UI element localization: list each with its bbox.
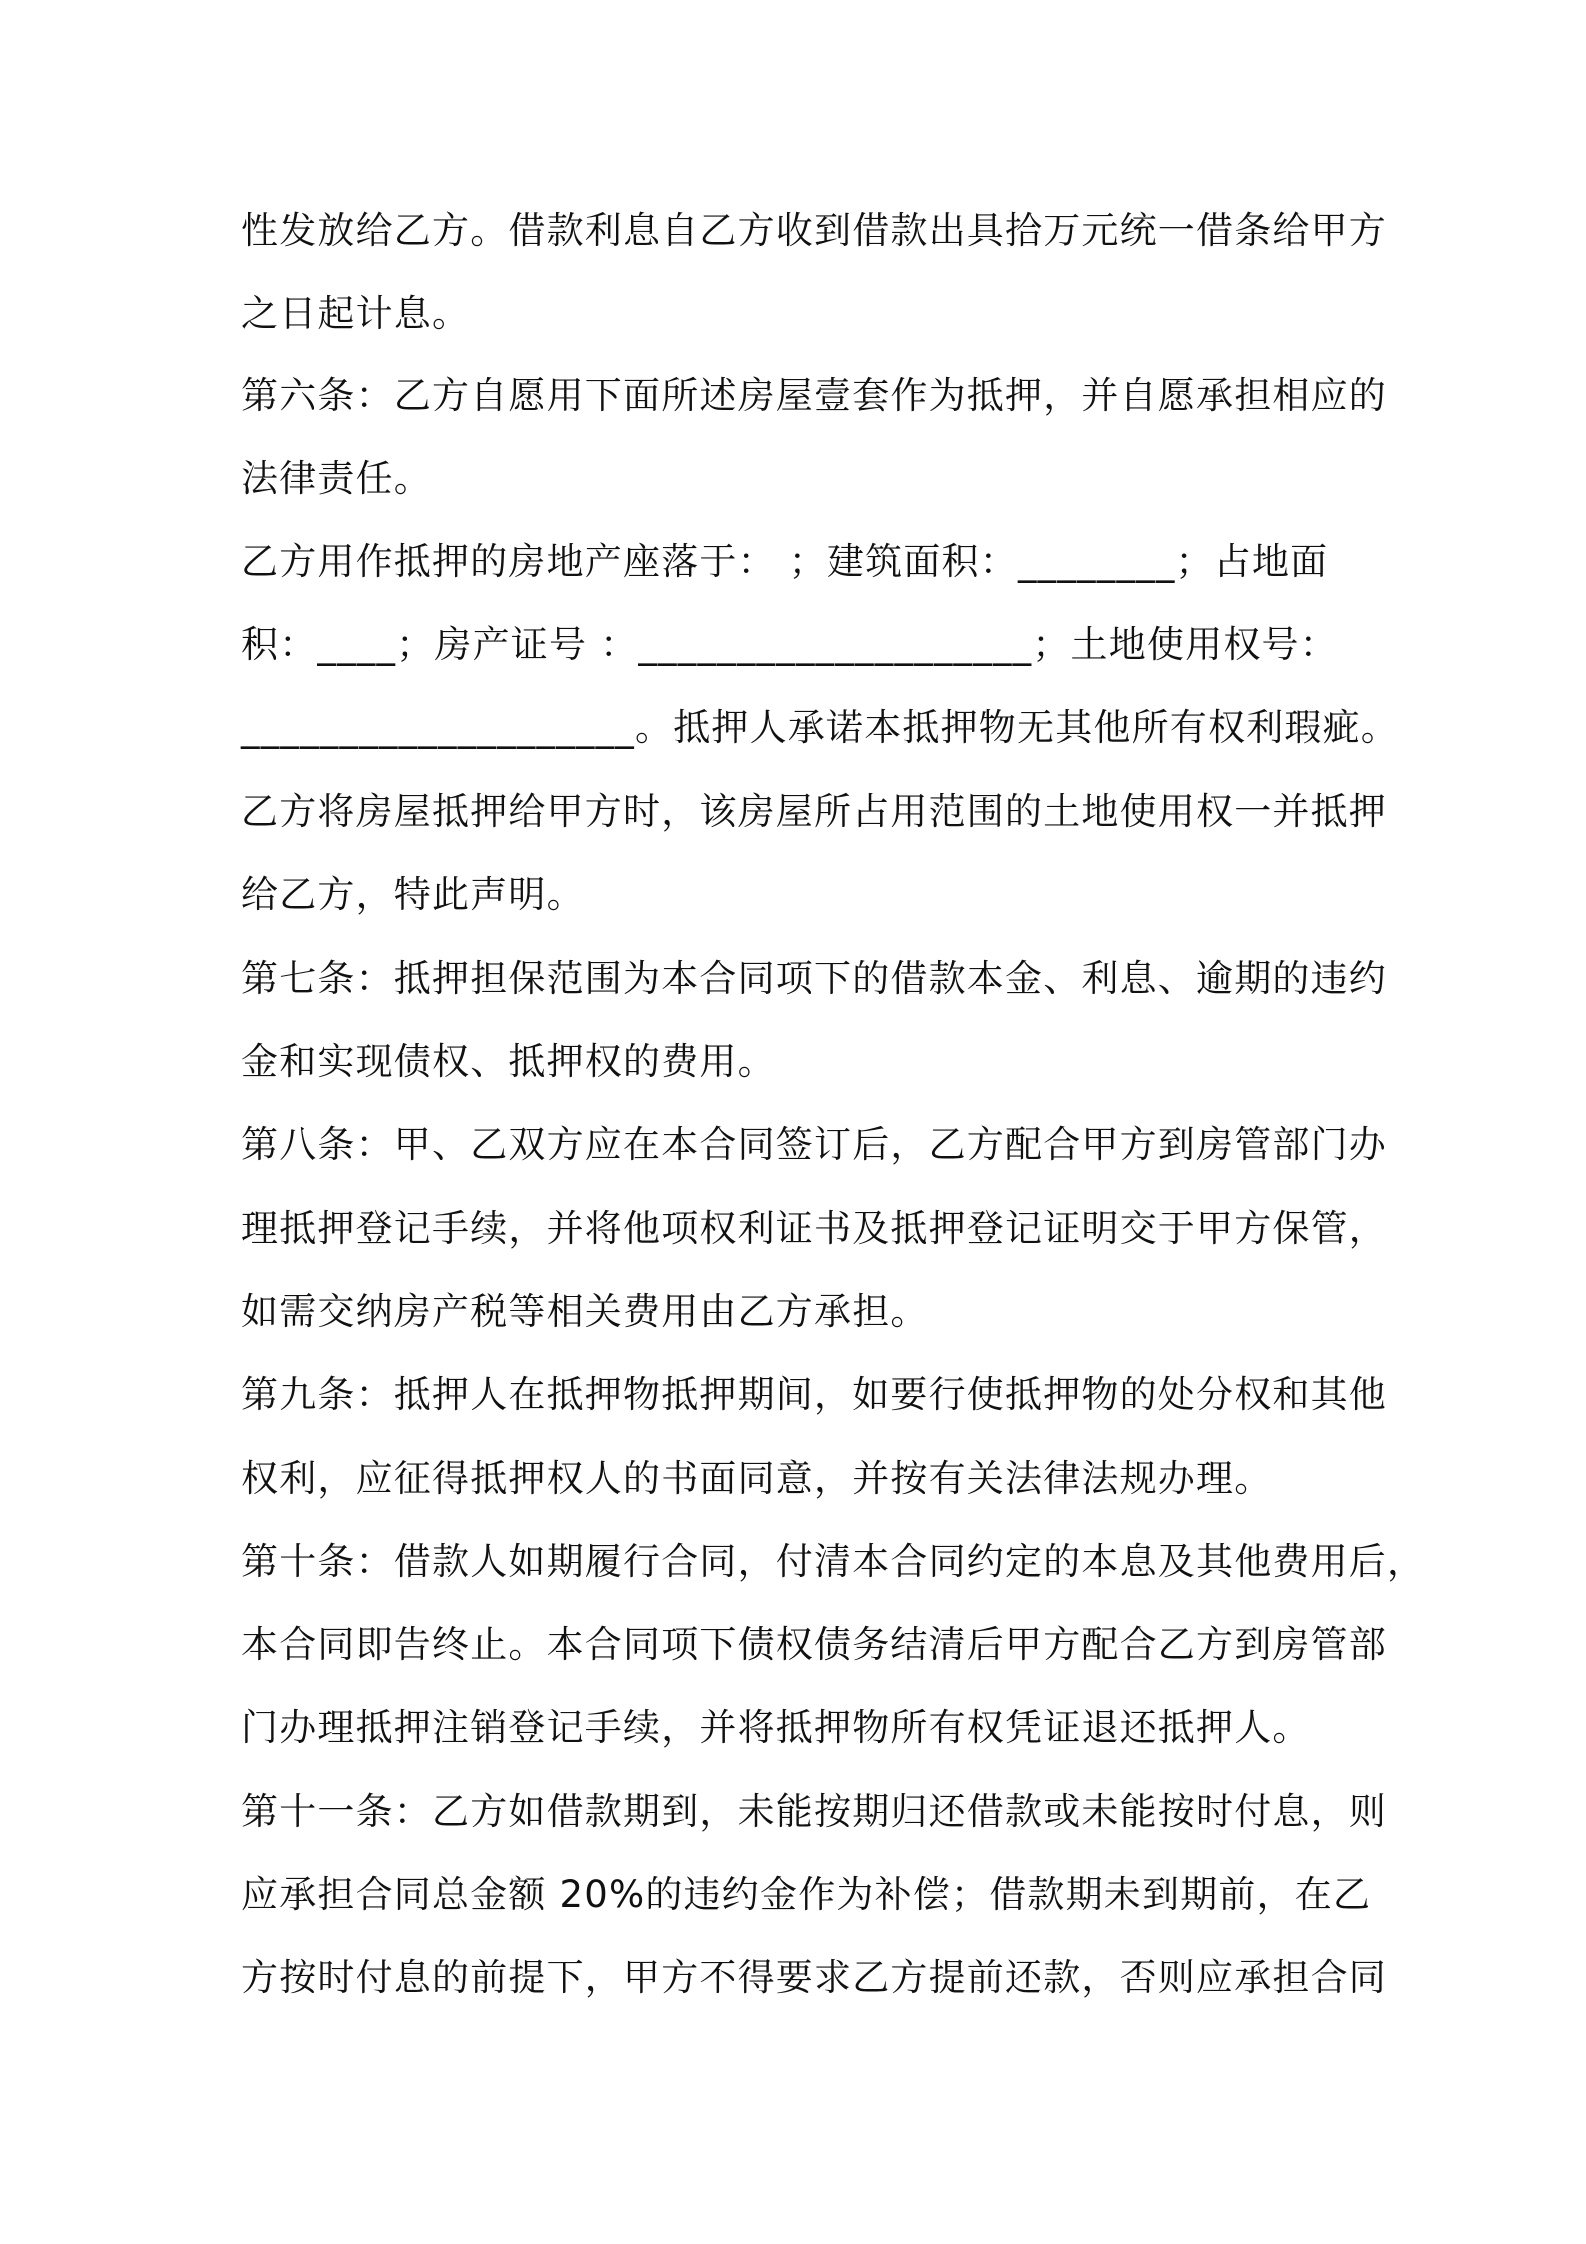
text-line: 权利，应征得抵押权人的书面同意，并按有关法律法规办理。 <box>241 1457 1273 1500</box>
text-line: 法律责任。 <box>241 457 432 500</box>
text-line: 第九条：抵押人在抵押物抵押期间，如要行使抵押物的处分权和其他 <box>241 1373 1387 1416</box>
text-line: ____________________。抵押人承诺本抵押物无其他所有权利瑕疵。 <box>241 706 1399 749</box>
text-line: 积：____；房产证号 ：____________________；土地使用权号： <box>241 623 1338 666</box>
text-line: 之日起计息。 <box>241 292 471 335</box>
text-line: 性发放给乙方。借款利息自乙方收到借款出具拾万元统一借条给甲方 <box>241 209 1387 252</box>
text-line: 乙方用作抵押的房地产座落于： ；建筑面积：________；占地面 <box>241 540 1329 583</box>
text-line: 第十条：借款人如期履行合同，付清本合同约定的本息及其他费用后， <box>241 1540 1426 1583</box>
text-line: 乙方将房屋抵押给甲方时，该房屋所占用范围的土地使用权一并抵押 <box>241 790 1387 833</box>
text-line: 金和实现债权、抵押权的费用。 <box>241 1040 776 1083</box>
text-line: 应承担合同总金额 20%的违约金作为补偿；借款期未到期前，在乙 <box>241 1873 1372 1916</box>
text-line: 本合同即告终止。本合同项下债权债务结清后甲方配合乙方到房管部 <box>241 1623 1387 1666</box>
text-line: 第八条：甲、乙双方应在本合同签订后，乙方配合甲方到房管部门办 <box>241 1123 1387 1166</box>
text-line: 第七条：抵押担保范围为本合同项下的借款本金、利息、逾期的违约 <box>241 957 1387 1000</box>
text-line: 如需交纳房产税等相关费用由乙方承担。 <box>241 1290 929 1333</box>
text-line: 方按时付息的前提下，甲方不得要求乙方提前还款，否则应承担合同 <box>241 1956 1387 1999</box>
text-line: 给乙方，特此声明。 <box>241 873 585 916</box>
text-line: 理抵押登记手续，并将他项权利证书及抵押登记证明交于甲方保管， <box>241 1207 1387 1250</box>
text-line: 门办理抵押注销登记手续，并将抵押物所有权凭证退还抵押人。 <box>241 1706 1311 1749</box>
text-line: 第十一条：乙方如借款期到，未能按期归还借款或未能按时付息，则 <box>241 1790 1387 1833</box>
text-line: 第六条：乙方自愿用下面所述房屋壹套作为抵押，并自愿承担相应的 <box>241 374 1387 417</box>
